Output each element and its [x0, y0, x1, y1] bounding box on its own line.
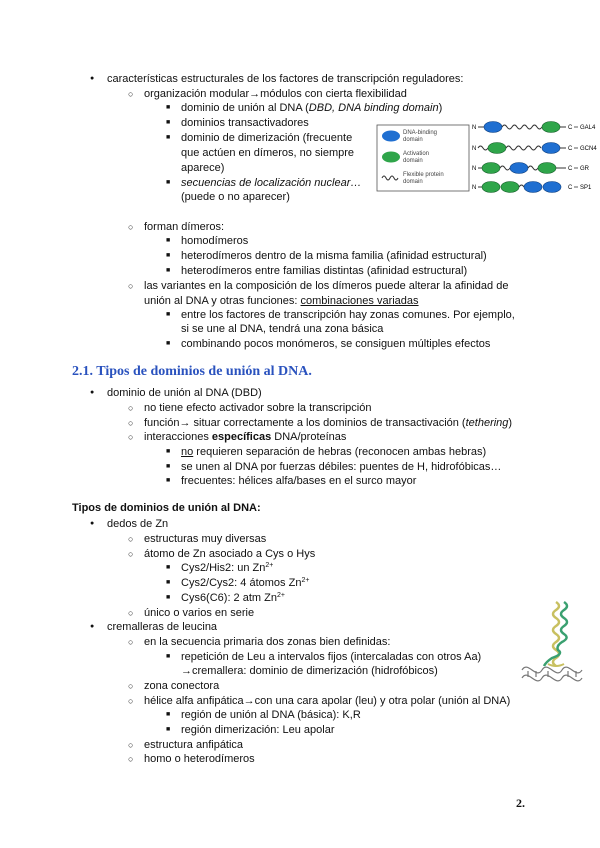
bullet-basic-region: ■ región de unión al DNA (básica): K,R [181, 708, 361, 723]
bullet-connector: ○ zona conectora [144, 679, 219, 694]
flexible-linker [506, 146, 541, 150]
domain-diagram [376, 115, 600, 201]
page-number: 2. [516, 796, 525, 810]
n-terminal-label: N [472, 125, 477, 131]
c-terminal-label: C [568, 125, 573, 131]
n-terminal-label: N [472, 185, 477, 191]
activation-domain [488, 143, 506, 154]
text-variants-2: unión al DNA y otras funciones: combinaciones variadas [144, 295, 419, 307]
flexible-linker [528, 166, 538, 170]
bullet-single-or-series: ○ único o varios en serie [144, 606, 254, 621]
bullet-amphipathic-helix: ○ hélice alfa anfipática→con una cara apolar (leu) y otra polar (unión al DNA) [144, 694, 510, 709]
bullet-function: ○ función→ situar correctamente a los dominios de transactivación (tethering) [144, 416, 512, 431]
dna-binding-domain [484, 122, 502, 133]
bullet-cys6: ■ Cys6(C6): 2 atm $Zn^{2+}$ [181, 591, 285, 606]
activation-domain [542, 122, 560, 133]
bullet-dimers: ○ forman dímeros: [144, 220, 224, 235]
bullet-zn-atom: ○ átomo de Zn asociado a Cys o Hys [144, 547, 315, 562]
bullet-dimerization-region: ■ región dimerización: Leu apolar [181, 723, 334, 738]
legend-blue-swatch [382, 131, 400, 142]
legend-box [377, 125, 469, 191]
bullet-common-zones: ■ entre los factores de transcripción hay zonas comunes. Por ejemplo, [181, 308, 515, 323]
legend-label-domain-3: domain [403, 179, 423, 185]
activation-domain [482, 182, 500, 193]
row-label-gal4: GAL4 [580, 125, 596, 131]
legend-label-dna-binding: DNA-binding [403, 130, 438, 136]
bullet-monomers: ■ combinando pocos monómeros, se consiguen múltiples efectos [181, 337, 490, 352]
legend-green-swatch [382, 152, 400, 163]
row-label-gcn4: GCN4 [580, 146, 597, 152]
bullet-dimerization: ■ dominio de dimerización (frecuente [181, 131, 352, 146]
n-terminal-label: N [472, 146, 477, 152]
text-nls-2: (puede o no aparecer) [181, 191, 290, 203]
row-gal4 [472, 122, 596, 133]
row-gcn4 [472, 143, 597, 154]
flexible-linker [478, 146, 488, 150]
bullet-no-activator: ○ no tiene efecto activador sobre la transcripción [144, 401, 371, 416]
activation-domain [482, 163, 500, 174]
n-terminal-label: N [472, 166, 477, 172]
bullet-amphipathic-structure: ○ estructura anfipática [144, 738, 243, 753]
bullet-nls: ■ secuencias de localización nuclear… [181, 176, 361, 191]
bullet-primary-sequence: ○ en la secuencia primaria dos zonas bien definidas: [144, 635, 390, 650]
bullet-cys2cys2: ■ Cys2/Cys2: 4 átomos $Zn^{2+}$ [181, 576, 309, 591]
dna-binding-domain [543, 182, 561, 193]
legend-label-activation: Activation [403, 151, 430, 157]
dna-binding-domain [542, 143, 560, 154]
c-terminal-label: C [568, 185, 573, 191]
activation-domain [538, 163, 556, 174]
bullet-interactions: ○ interacciones específicas DNA/proteínas [144, 430, 346, 445]
text-dimerization-2: que actúen en dímeros, no siempre [181, 147, 355, 159]
legend-label-domain-2: domain [403, 158, 423, 164]
bullet-alpha-helices: ■ frecuentes: hélices alfa/bases en el surco mayor [181, 474, 416, 489]
bullet-dbd-def: ● dominio de unión al DNA (DBD) [107, 386, 262, 401]
flexible-linker [519, 185, 524, 187]
row-label-sp1: SP1 [580, 185, 592, 191]
dna-binding-domain [510, 163, 528, 174]
c-terminal-label: C [568, 166, 573, 172]
bullet-heterodimers-distinct: ■ heterodímeros entre familias distintas (afinidad estructural) [181, 264, 467, 279]
legend-label-flexible: Flexible protein [403, 172, 444, 178]
dna-binding-domain [524, 182, 542, 193]
bullet-variants: ○ las variantes en la composición de los dímeros puede alterar la afinidad de [144, 279, 508, 294]
bullet-heterodimers-same: ■ heterodímeros dentro de la misma familia (afinidad estructural) [181, 249, 487, 264]
bullet-leucine-zippers: ● cremalleras de leucina [107, 620, 217, 635]
types-title: Tipos de dominios de unión al DNA: [72, 502, 261, 514]
bullet-homodimers: ■ homodímeros [181, 234, 248, 249]
legend-label-domain-1: domain [403, 137, 423, 143]
bullet-no-separation: ■ no requieren separación de hebras (reconocen ambas hebras) [181, 445, 486, 460]
bullet-transactivators: ■ dominios transactivadores [181, 116, 309, 131]
text-dimerization-3: aparece) [181, 162, 225, 174]
text-common-zones-2: si se une al DNA, tendrá una zona básica [181, 323, 384, 335]
bullet-homo-hetero: ○ homo o heterodímeros [144, 752, 255, 767]
row-gr [472, 163, 590, 174]
bullet-modular: ○ organización modular→módulos con cierta flexibilidad [144, 87, 407, 102]
bullet-zinc-fingers: ● dedos de Zn [107, 517, 168, 532]
section-title: 2.1. Tipos de dominios de unión al DNA. [72, 364, 312, 379]
bullet-leu-repeat: ■ repetición de Leu a intervalos fijos (intercaladas con otros Aa) [181, 650, 481, 665]
flexible-linker [502, 125, 542, 129]
bullet-weak-forces: ■ se unen al DNA por fuerzas débiles: puentes de H, hidrofóbicas… [181, 460, 501, 475]
c-terminal-label: C [568, 146, 573, 152]
row-sp1 [472, 182, 592, 193]
text-zipper: →cremallera: dominio de dimerización (hidrofóbicos) [181, 665, 438, 677]
leucine-zipper-structure-image [512, 600, 596, 690]
bullet-dbd: ■ dominio de unión al DNA (DBD, DNA binding domain) [181, 101, 442, 116]
row-label-gr: GR [580, 166, 589, 172]
bullet-diverse: ○ estructuras muy diversas [144, 532, 266, 547]
flexible-linker [500, 166, 510, 170]
activation-domain [501, 182, 519, 193]
bullet-cys2his2: ■ Cys2/His2: un $Zn^{2+}$ [181, 561, 273, 576]
bullet-characteristics: ● características estructurales de los factores de transcripción reguladores: [107, 72, 463, 87]
